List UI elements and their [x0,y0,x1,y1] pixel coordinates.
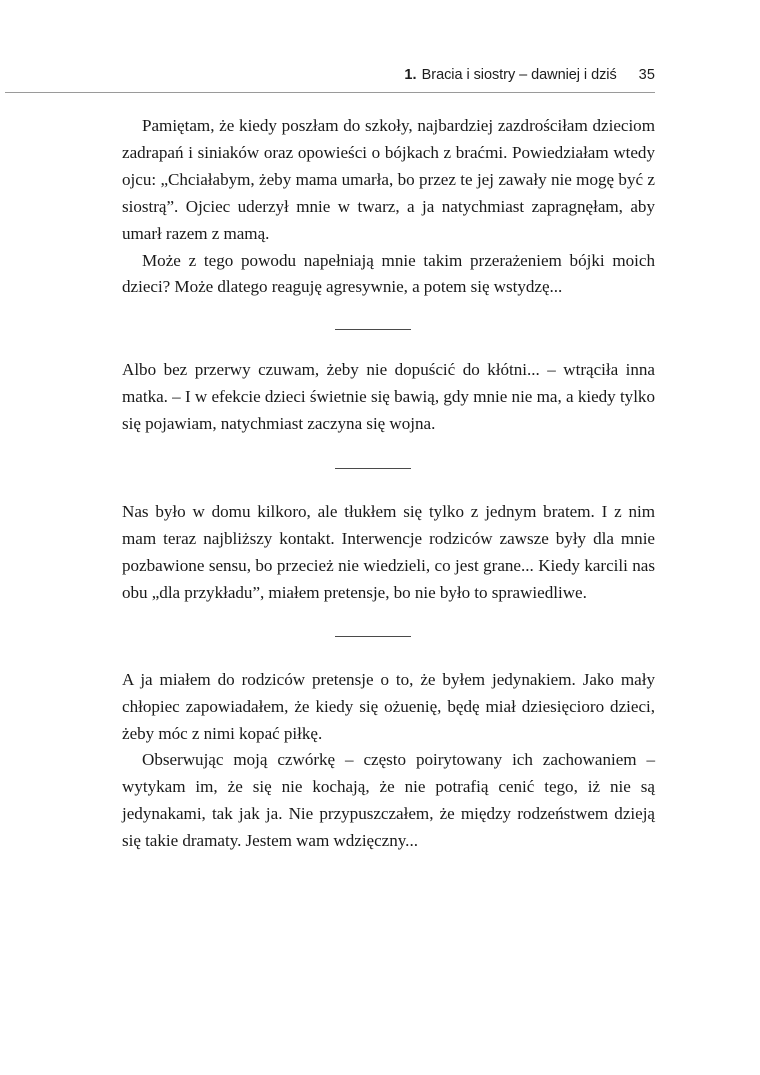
testimony-section-2 [122,357,655,438]
separator-rule [335,468,411,469]
separator-inner [122,468,655,469]
section-separator-3 [122,607,655,667]
testimony-section-1 [122,113,655,301]
separator-rule [335,636,411,637]
header-rule [5,92,655,93]
paragraph: A ja miałem do rodziców pretensje o to, że byłem jedynakiem. Jako mały chłopiec zapowiadałem, że kiedy się ożuenię, będę miał dziesięcioro dzieci, żeby móc z nimi kopać piłkę. [122,669,655,743]
running-head-chapter-title: Bracia i siostry – dawniej i dziś [421,67,617,83]
paragraph: Pamiętam, że kiedy poszłam do szkoły, najbardziej zazdrościłam dzieciom zadrapań i siniaków oraz opowieści o bójkach z braćmi. Powiedziałam wtedy ojcu: „Chciałabym, żeby mama umarła, bo przez te jej zawały nie mogę być z siostrą”. Ojciec uderzył mnie w twarz, a ja natychmiast zapragnęłam, aby umarł razem z mamą. [122,116,655,243]
testimony-section-4 [122,667,655,855]
paragraph: Albo bez przerwy czuwam, żeby nie dopuścić do kłótni... – wtrąciła inna matka. – I w efekcie dzieci świetnie się bawią, gdy mnie nie ma, a kiedy tylko się pojawiam, natychmiast zaczyna się wojna. [122,360,655,434]
separator-rule [335,329,411,330]
page-number: 35 [638,67,655,83]
separator-inner [122,329,655,330]
running-head-chapter-number: 1. [404,67,417,83]
paragraph: Może z tego powodu napełniają mnie takim przerażeniem bójki moich dzieci? Może dlatego reaguję agresywnie, a potem się wstydzę... [122,250,655,297]
section-separator-1 [122,301,655,357]
running-head [5,68,655,83]
paragraph: Obserwując moją czwórkę – często poirytowany ich zachowaniem – wytykam im, że się nie kochają, że nie potrafią cenić tego, iż nie są jedynakami, tak jak ja. Nie przypuszczałem, że między rodzeństwem dzieją się takie dramaty. Jestem wam wdzięczny... [122,750,655,851]
section-separator-2 [122,438,655,499]
separator-inner [122,636,655,637]
testimony-section-3 [122,499,655,607]
paragraph: Nas było w domu kilkoro, ale tłukłem się tylko z jednym bratem. I z nim mam teraz najbliższy kontakt. Interwencje rodziców zawsze były dla mnie pozbawione sensu, bo przecież nie wiedzieli, co jest grane... Kiedy karcili nas obu „dla przykładu”, miałem pretensje, bo nie było to sprawiedliwe. [122,502,655,602]
body-text-column [122,113,655,855]
